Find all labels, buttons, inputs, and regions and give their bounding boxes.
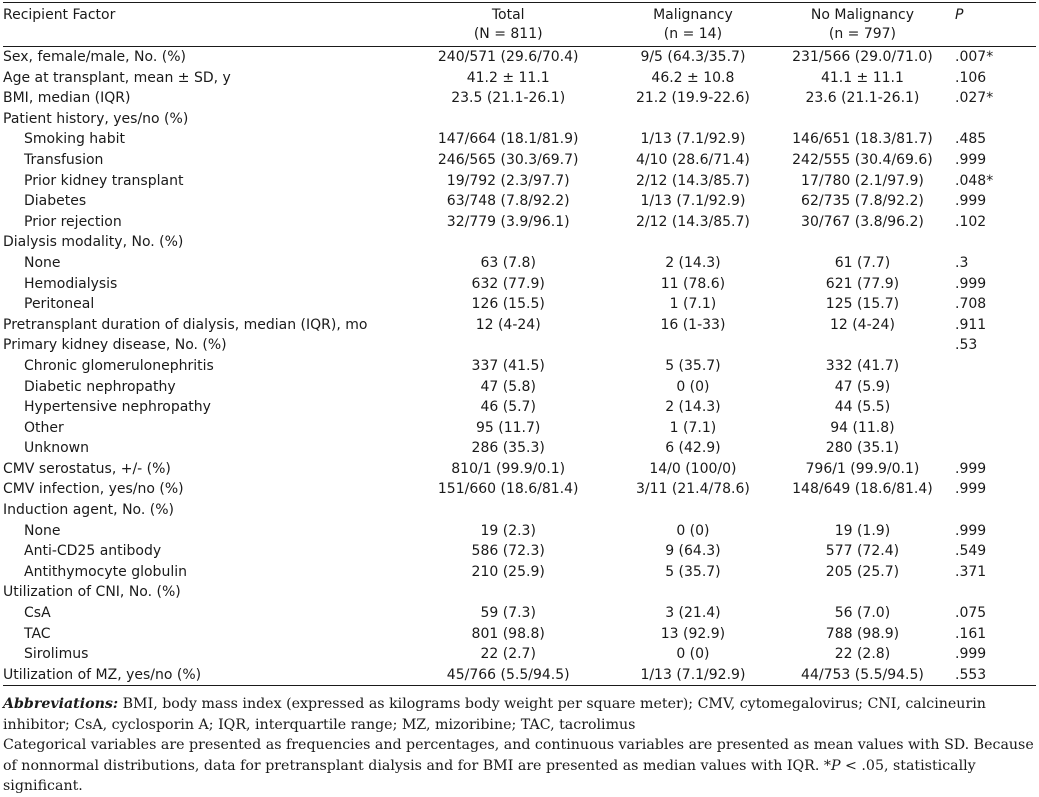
cell-total: 45/766 (5.5/94.5) [446, 666, 570, 683]
cell-malignancy: 0 (0) [676, 378, 710, 395]
header-malignancy-label: Malignancy [653, 7, 733, 23]
cell-no-malignancy: 146/651 (18.3/81.7) [792, 131, 933, 148]
cell-malignancy: 9/5 (64.3/35.7) [640, 49, 746, 65]
table-row [3, 150, 1036, 171]
cell-total: 246/565 (30.3/69.7) [437, 151, 579, 168]
cell-p-value: .075 [955, 605, 987, 622]
table-row [3, 562, 1036, 583]
header-malignancy [610, 3, 776, 47]
table-row [3, 582, 1036, 603]
cell-total: 286 (35.3) [471, 440, 545, 457]
cell-no-malignancy: 61 (7.7) [834, 254, 891, 271]
cell-malignancy [610, 335, 776, 356]
cell-total: 63/748 (7.8/92.2) [446, 193, 570, 210]
cell-total: 46 (5.7) [480, 399, 536, 416]
table-row [3, 47, 1036, 68]
cell-malignancy: 46.2 ± 10.8 [651, 69, 735, 86]
cell-malignancy: 1/13 (7.1/92.9) [640, 666, 746, 683]
abbreviations-text: BMI, body mass index (expressed as kilograms body weight per square meter); CMV, cytomegalovirus; CNI, calcineurin inhibitor; CsA, cyclosporin A; IQR, interquartile range; MZ, mizoribine; TAC, tacrolimus [3, 696, 986, 733]
table-body [3, 47, 1036, 686]
cell-no-malignancy: 47 (5.9) [834, 378, 891, 395]
cell-no-malignancy: 12 (4-24) [829, 316, 895, 333]
cell-p-value: .007* [955, 49, 994, 65]
cell-no-malignancy: 41.1 ± 11.1 [820, 69, 904, 86]
cell-malignancy: 2 (14.3) [665, 254, 721, 271]
cell-p-value: .371 [955, 563, 987, 580]
cell-total: 22 (2.7) [480, 646, 536, 663]
table-row [3, 521, 1036, 542]
cell-malignancy: 1/13 (7.1/92.9) [640, 193, 746, 210]
cell-total: 47 (5.8) [480, 378, 536, 395]
cell-p-value: .999 [955, 275, 987, 292]
cell-factor: Transfusion [24, 151, 104, 168]
cell-total: 23.5 (21.1-26.1) [451, 90, 566, 107]
table-row [3, 315, 1036, 336]
table-header-row [3, 3, 1036, 47]
cell-factor: Patient history, yes/no (%) [3, 110, 189, 127]
cell-p-value: .553 [955, 666, 987, 683]
table-row [3, 253, 1036, 274]
cell-factor: Utilization of CNI, No. (%) [3, 584, 181, 601]
cell-p-value: .048* [955, 172, 994, 189]
cell-no-malignancy: 242/555 (30.4/69.6) [792, 151, 933, 168]
cell-total: 337 (41.5) [471, 357, 545, 374]
cell-factor: BMI, median (IQR) [3, 90, 131, 107]
abbreviations-label: Abbreviations: [3, 696, 119, 712]
cell-no-malignancy: 44/753 (5.5/94.5) [801, 666, 924, 683]
cell-no-malignancy: 148/649 (18.6/81.4) [792, 481, 933, 498]
cell-p-value: .999 [955, 460, 987, 477]
recipient-factor-table [3, 2, 1036, 686]
table-row [3, 438, 1036, 459]
cell-p-value [949, 356, 1036, 377]
cell-total [406, 500, 610, 521]
table-row [3, 356, 1036, 377]
cell-p-value [949, 232, 1036, 253]
cell-factor: Prior kidney transplant [24, 172, 184, 189]
header-factor [3, 3, 406, 47]
cell-no-malignancy: 17/780 (2.1/97.9) [801, 172, 924, 189]
header-total [406, 3, 610, 47]
cell-malignancy: 0 (0) [676, 646, 710, 663]
abbreviations-note [3, 694, 1036, 735]
table-row [3, 171, 1036, 192]
table-row [3, 541, 1036, 562]
cell-total: 632 (77.9) [471, 275, 545, 292]
header-total-n: (N = 811) [473, 26, 543, 42]
methods-note-p: P [830, 757, 841, 774]
cell-total: 59 (7.3) [480, 605, 536, 622]
cell-no-malignancy: 22 (2.8) [834, 646, 891, 663]
table-row [3, 294, 1036, 315]
table-row [3, 68, 1036, 89]
table-row [3, 274, 1036, 295]
cell-total: 41.2 ± 11.1 [466, 69, 550, 86]
cell-malignancy: 14/0 (100/0) [649, 460, 737, 477]
cell-p-value: .549 [955, 543, 987, 560]
cell-p-value: .3 [955, 254, 969, 271]
cell-no-malignancy: 30/767 (3.8/96.2) [801, 213, 924, 230]
cell-factor: Peritoneal [24, 296, 95, 313]
cell-factor: Other [24, 419, 64, 436]
cell-malignancy: 21.2 (19.9-22.6) [635, 90, 750, 107]
cell-total [406, 582, 610, 603]
cell-total: 801 (98.8) [471, 625, 545, 642]
cell-factor: Utilization of MZ, yes/no (%) [3, 666, 202, 683]
cell-no-malignancy [776, 582, 949, 603]
cell-p-value: .911 [955, 316, 987, 333]
cell-no-malignancy: 94 (11.8) [830, 419, 895, 436]
cell-total [406, 232, 610, 253]
cell-total: 586 (72.3) [471, 543, 545, 560]
cell-malignancy: 16 (1-33) [660, 316, 726, 333]
cell-no-malignancy: 231/566 (29.0/71.0) [792, 49, 933, 65]
cell-factor: Sirolimus [24, 646, 89, 663]
cell-no-malignancy [776, 500, 949, 521]
cell-factor: Diabetic nephropathy [24, 378, 176, 395]
cell-factor: Primary kidney disease, No. (%) [3, 337, 227, 354]
cell-malignancy: 2 (14.3) [665, 399, 721, 416]
cell-no-malignancy: 796/1 (99.9/0.1) [805, 460, 920, 477]
cell-total: 810/1 (99.9/0.1) [451, 460, 566, 477]
methods-note [3, 735, 1036, 797]
cell-p-value: .027* [955, 90, 994, 107]
cell-p-value [949, 582, 1036, 603]
cell-p-value: .999 [955, 646, 987, 663]
cell-p-value: .53 [955, 337, 978, 354]
cell-p-value: .102 [955, 213, 987, 230]
cell-factor: None [24, 254, 61, 271]
cell-factor: Hypertensive nephropathy [24, 399, 211, 416]
table-row [3, 603, 1036, 624]
cell-malignancy: 0 (0) [676, 522, 710, 539]
cell-p-value [949, 500, 1036, 521]
cell-factor: Induction agent, No. (%) [3, 502, 174, 519]
cell-p-value [949, 377, 1036, 398]
cell-malignancy [610, 582, 776, 603]
cell-no-malignancy: 23.6 (21.1-26.1) [805, 90, 920, 107]
cell-malignancy: 2/12 (14.3/85.7) [635, 172, 750, 189]
cell-total: 151/660 (18.6/81.4) [437, 481, 579, 498]
cell-factor: Unknown [24, 440, 89, 457]
cell-no-malignancy: 19 (1.9) [834, 522, 891, 539]
header-no-malignancy [776, 3, 949, 47]
cell-factor: Prior rejection [24, 213, 122, 230]
cell-p-value [949, 397, 1036, 418]
cell-total [406, 335, 610, 356]
cell-malignancy: 3/11 (21.4/78.6) [635, 481, 750, 498]
table-row [3, 377, 1036, 398]
cell-malignancy: 1/13 (7.1/92.9) [640, 131, 746, 148]
cell-malignancy: 4/10 (28.6/71.4) [635, 151, 750, 168]
cell-factor: Anti-CD25 antibody [24, 543, 162, 560]
table-row [3, 644, 1036, 665]
header-no-malignancy-label: No Malignancy [810, 7, 914, 23]
cell-malignancy: 9 (64.3) [665, 543, 721, 560]
cell-malignancy: 1 (7.1) [669, 296, 717, 313]
cell-factor: Dialysis modality, No. (%) [3, 234, 184, 251]
cell-no-malignancy: 56 (7.0) [834, 605, 891, 622]
cell-malignancy [610, 232, 776, 253]
table-row [3, 129, 1036, 150]
cell-factor: Pretransplant duration of dialysis, median (IQR), mo [3, 316, 368, 333]
cell-factor: None [24, 522, 61, 539]
cell-no-malignancy: 125 (15.7) [825, 296, 900, 313]
table-row [3, 212, 1036, 233]
cell-factor: Sex, female/male, No. (%) [3, 49, 186, 65]
cell-no-malignancy: 44 (5.5) [834, 399, 891, 416]
header-total-label: Total [491, 7, 525, 23]
cell-factor: Smoking habit [24, 131, 126, 148]
table-row [3, 335, 1036, 356]
table-footnotes [3, 694, 1036, 797]
cell-no-malignancy: 788 (98.9) [825, 625, 900, 642]
cell-p-value: .485 [955, 131, 987, 148]
header-p [949, 3, 1036, 47]
table-row [3, 191, 1036, 212]
header-factor-label: Recipient Factor [3, 7, 116, 23]
cell-no-malignancy: 280 (35.1) [825, 440, 900, 457]
cell-factor: Hemodialysis [24, 275, 118, 292]
cell-total: 63 (7.8) [480, 254, 536, 271]
cell-no-malignancy: 62/735 (7.8/92.2) [801, 193, 924, 210]
cell-factor: Diabetes [24, 193, 87, 210]
cell-total [406, 109, 610, 130]
cell-total: 19 (2.3) [480, 522, 536, 539]
cell-p-value: .999 [955, 522, 987, 539]
cell-total: 240/571 (29.6/70.4) [437, 49, 579, 65]
table-row [3, 418, 1036, 439]
table-row [3, 88, 1036, 109]
table-row [3, 459, 1036, 480]
cell-no-malignancy: 205 (25.7) [825, 563, 900, 580]
methods-note-end: < .05, statistically significant. [3, 757, 976, 794]
cell-total: 126 (15.5) [471, 296, 545, 313]
table-row [3, 665, 1036, 686]
cell-total: 210 (25.9) [471, 563, 545, 580]
cell-p-value: .999 [955, 193, 987, 210]
cell-malignancy: 5 (35.7) [665, 357, 721, 374]
cell-malignancy: 2/12 (14.3/85.7) [635, 213, 750, 230]
cell-p-value: .999 [955, 481, 987, 498]
cell-malignancy: 11 (78.6) [660, 275, 726, 292]
cell-p-value [949, 109, 1036, 130]
methods-note-text: Categorical variables are presented as frequencies and percentages, and continuous variables are presented as mean values with SD. Because of nonnormal distributions, data for pretransplant dialysis and for BMI are presented as median values with IQR. * [3, 737, 1034, 774]
cell-p-value: .708 [955, 296, 987, 313]
cell-factor: TAC [24, 625, 51, 642]
cell-no-malignancy [776, 232, 949, 253]
cell-no-malignancy: 577 (72.4) [825, 543, 900, 560]
cell-malignancy: 6 (42.9) [665, 440, 721, 457]
cell-no-malignancy: 621 (77.9) [825, 275, 900, 292]
cell-total: 12 (4-24) [475, 316, 541, 333]
cell-factor: CMV infection, yes/no (%) [3, 481, 184, 498]
header-no-malignancy-n: (n = 797) [828, 26, 897, 42]
cell-malignancy: 1 (7.1) [669, 419, 717, 436]
cell-malignancy: 13 (92.9) [660, 625, 726, 642]
cell-factor: Chronic glomerulonephritis [24, 357, 214, 374]
table-row [3, 624, 1036, 645]
cell-factor: CMV serostatus, +/- (%) [3, 460, 171, 477]
cell-p-value [949, 418, 1036, 439]
cell-malignancy: 5 (35.7) [665, 563, 721, 580]
cell-no-malignancy [776, 335, 949, 356]
cell-total: 147/664 (18.1/81.9) [437, 131, 579, 148]
header-p-label: P [955, 7, 964, 23]
cell-factor: Antithymocyte globulin [24, 563, 187, 580]
cell-p-value: .161 [955, 625, 987, 642]
cell-no-malignancy: 332 (41.7) [825, 357, 900, 374]
cell-factor: Age at transplant, mean ± SD, y [3, 69, 231, 86]
cell-total: 32/779 (3.9/96.1) [446, 213, 570, 230]
header-malignancy-n: (n = 14) [663, 26, 723, 42]
table-row [3, 232, 1036, 253]
table-row [3, 479, 1036, 500]
cell-malignancy [610, 500, 776, 521]
cell-total: 95 (11.7) [476, 419, 541, 436]
cell-malignancy: 3 (21.4) [665, 605, 721, 622]
cell-total: 19/792 (2.3/97.7) [446, 172, 570, 189]
table-row [3, 500, 1036, 521]
cell-p-value: .999 [955, 151, 987, 168]
cell-factor: CsA [24, 605, 51, 622]
table-row [3, 397, 1036, 418]
cell-p-value [949, 438, 1036, 459]
cell-no-malignancy [776, 109, 949, 130]
cell-malignancy [610, 109, 776, 130]
table-row [3, 109, 1036, 130]
cell-p-value: .106 [955, 69, 987, 86]
